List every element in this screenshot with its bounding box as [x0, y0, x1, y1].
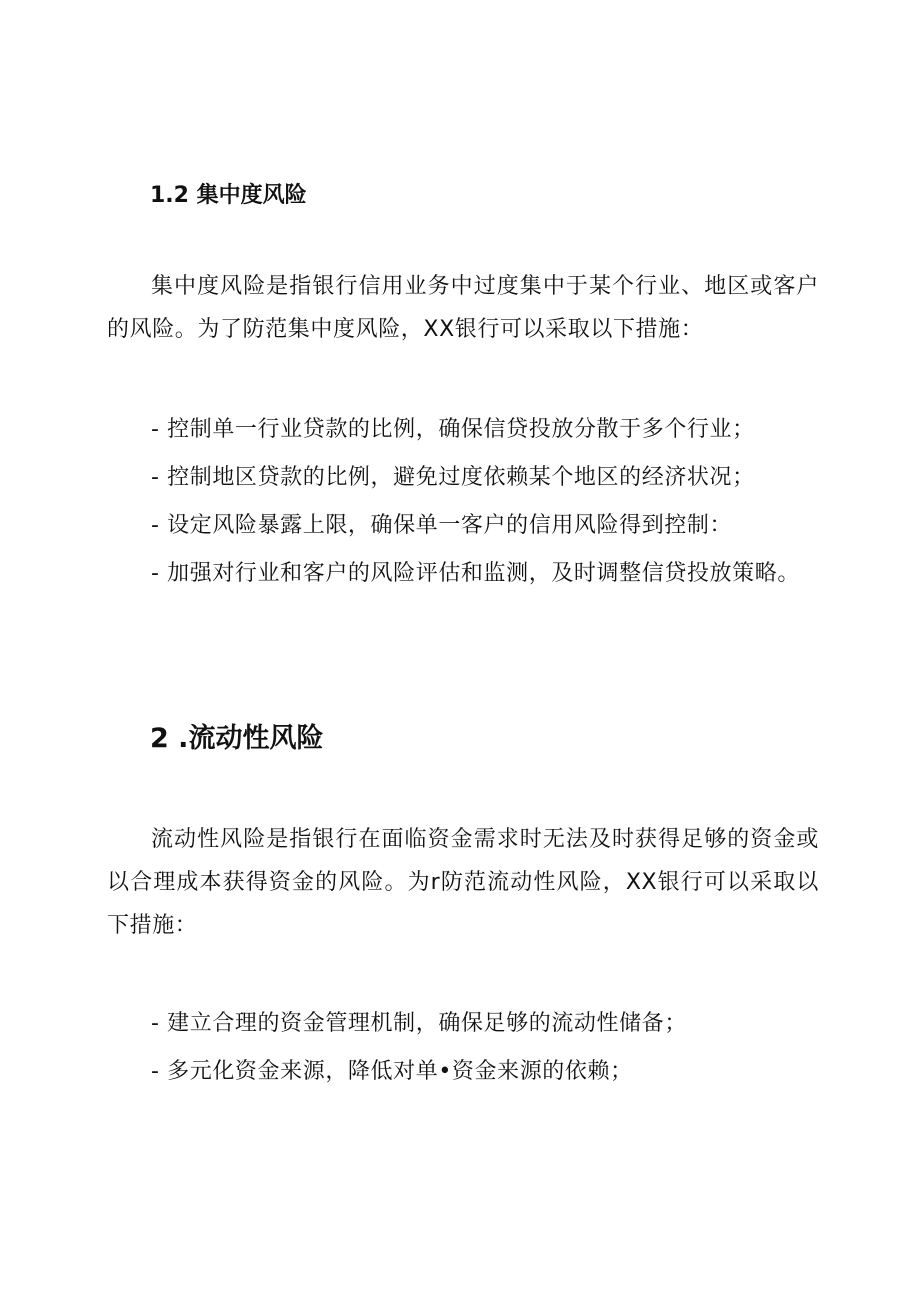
section-1-2-measures-list: [107, 406, 819, 598]
section-2-paragraph: 流动性风险是指银行在面临资金需求时无法及时获得足够的资金或以合理成本获得资金的风险。为r防范流动性风险，XX银行可以采取以下措施：: [107, 827, 819, 938]
list-item: - 控制单一行业贷款的比例，确保信贷投放分散于多个行业；: [151, 417, 755, 442]
list-item: - 设定风险暴露上限，确保单一客户的信用风险得到控制：: [151, 513, 733, 538]
section-1-2-paragraph: 集中度风险是指银行信用业务中过度集中于某个行业、地区或客户的风险。为了防范集中度风险，XX银行可以采取以下措施：: [107, 274, 819, 342]
list-item: - 加强对行业和客户的风险评估和监测，及时调整信贷投放策略。: [151, 561, 800, 586]
section-2-measures-list: [107, 1000, 819, 1096]
list-item: - 多元化资金来源，降低对单•资金来源的依赖；: [151, 1059, 633, 1084]
list-item: - 控制地区贷款的比例，避免过度依赖某个地区的经济状况；: [151, 465, 755, 490]
list-item: - 建立合理的资金管理机制，确保足够的流动性储备；: [151, 1011, 687, 1036]
section-heading-2: 2 .流动性风险: [150, 723, 324, 754]
section-heading-1-2: 1.2 集中度风险: [150, 183, 307, 208]
